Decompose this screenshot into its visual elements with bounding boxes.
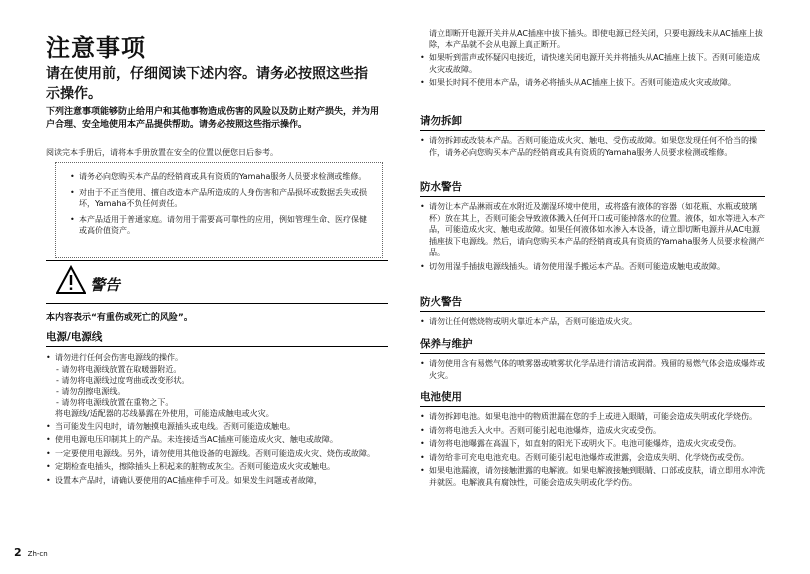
list-item: • 请勿给非可充电电池充电。否则可能引起电池爆炸或泄露，会造成失明、化学烧伤或受伤。 <box>420 452 765 464</box>
notice-item: • 本产品适用于普通家庭。请勿用于需要高可靠性的应用，例如管理生命、医疗保健或高价值资产。 <box>70 214 372 237</box>
section-battery <box>420 389 765 490</box>
warning-triangle-icon <box>56 265 86 295</box>
section-power <box>46 329 388 488</box>
section-power-continued <box>420 28 765 91</box>
section-heading: 请勿拆卸 <box>420 113 765 131</box>
page-footer <box>14 546 48 559</box>
intro-bold: 下列注意事项能够防止给用户和其他事物造成伤害的风险以及防止财产损失，并为用户合理、安全地使用本产品提供帮助。请务必按照这些指示操作。 <box>46 107 380 130</box>
list-item: • 请勿进行任何会伤害电源线的操作。 <box>46 352 388 364</box>
sub-item: - 请勿刮擦电源线。 <box>56 386 126 396</box>
list-item: • 请勿让任何燃烧物或明火靠近本产品，否则可能造成火灾。 <box>420 316 765 328</box>
page-title: 注意事项 <box>46 34 146 62</box>
page-number: 2 <box>14 546 22 559</box>
warning-note: 本内容表示“有重伤或死亡的风险”。 <box>46 313 193 323</box>
list-item: • 使用电源电压印制其上的产品。未连接适当AC插座可能造成火灾、触电或故障。 <box>46 434 388 446</box>
warning-banner <box>46 260 388 304</box>
section-heading: 防水警告 <box>420 179 765 197</box>
list-item: • 定期检查电插头，擦除插头上积起来的脏物或灰尘。否则可能造成火灾或触电。 <box>46 461 388 473</box>
page-subtitle: 请在使用前，仔细阅读下述内容。请务必按照这些指示操作。 <box>46 66 368 102</box>
section-water <box>420 179 765 274</box>
section-maintenance <box>420 336 765 383</box>
list-item: • 如果听到雷声或怀疑闪电接近，请快速关闭电源开关并将插头从AC插座上拔下。否则可能造成火灾或故障。 <box>420 52 765 75</box>
section-heading: 电池使用 <box>420 389 765 407</box>
language-code: Zh-cn <box>27 550 48 558</box>
list-item: • 请勿拆卸电池。如果电池中的物质泄漏在您的手上或进入眼睛，可能会造成失明或化学烧伤。 <box>420 411 765 423</box>
list-item: • 设置本产品时，请确认要使用的AC插座伸手可及。如果发生问题或者故障， <box>46 475 388 487</box>
sub-item: - 请勿将电源线放置在取暖器附近。 <box>56 364 182 374</box>
sub-item-tail: 将电源线/适配器的芯线暴露在外使用，可能造成触电或火灾。 <box>55 408 274 418</box>
sub-item: - 请勿将电源线放置在重物之下。 <box>56 397 174 407</box>
section-fire <box>420 294 765 330</box>
section-heading: 保养与维护 <box>420 336 765 354</box>
intro-text: 阅读完本手册后，请将本手册放置在安全的位置以便您日后参考。 <box>46 148 278 157</box>
continued-text: 请立即断开电源开关并从AC插座中拔下插头。即使电源已经关闭，只要电源线未从AC插座上拔除，本产品就不会从电源上真正断开。 <box>429 29 763 49</box>
warning-label: 警告 <box>90 276 121 294</box>
list-item: • 一定要使用电源线。另外，请勿使用其他设备的电源线。否则可能造成火灾、烧伤或故障。 <box>46 448 388 460</box>
list-item: • 如果长时间不使用本产品，请务必将插头从AC插座上拔下。否则可能造成火灾或故障。 <box>420 77 765 89</box>
list-item: • 请勿让本产品淋雨或在水附近及潮湿环境中使用，或将盛有液体的容器（如花瓶、水瓶或玻璃杯）放在其上，否则可能会导致液体溅入任何开口或可能掉落水的位置。液体，如水等进入本产品，可能造成火灾、触电或故障。如果任何液体如水渗入本设备，请立即切断电源并从AC电源插座拔下电源线。然后，请向您购买本产品的经销商或具有资质的Yamaha服务人员要求检测产品。 <box>420 201 765 259</box>
list-item: • 请勿将电池曝露在高温下，如直射的阳光下或明火下。电池可能爆炸，造成火灾或受伤。 <box>420 438 765 450</box>
notice-box <box>55 162 383 258</box>
sub-item: - 请勿将电源线过度弯曲或改变形状。 <box>56 375 190 385</box>
section-heading: 电源/电源线 <box>46 329 388 347</box>
notice-item: • 请务必向您购买本产品的经销商或具有资质的Yamaha服务人员要求检测或维修。 <box>70 171 372 183</box>
section-no-disassemble <box>420 113 765 160</box>
list-item: • 请勿将电池丢入火中。否则可能引起电池爆炸，造成火灾或受伤。 <box>420 425 765 437</box>
list-item: • 当可能发生闪电时，请勿触摸电源插头或电线。否则可能造成触电。 <box>46 421 388 433</box>
list-item: • 请勿拆卸或改装本产品。否则可能造成火灾、触电、受伤或故障。如果您发现任何不恰当的操作，请务必向您购买本产品的经销商或具有资质的Yamaha服务人员要求检测或维修。 <box>420 135 765 158</box>
list-item: • 如果电池漏液，请勿接触泄露的电解液。如果电解液接触到眼睛、口部或皮肤，请立即用水冲洗并就医。电解液具有腐蚀性，可能会造成失明或化学灼伤。 <box>420 465 765 488</box>
notice-item: • 对由于不正当使用、擅自改造本产品所造成的人身伤害和产品损坏或数据丢失或损坏，Yamaha不负任何责任。 <box>70 187 372 210</box>
section-heading: 防火警告 <box>420 294 765 312</box>
list-item: • 切勿用湿手插拔电源线插头。请勿使用湿手搬运本产品。否则可能造成触电或故障。 <box>420 261 765 273</box>
list-item: • 请勿使用含有易燃气体的喷雾器或喷雾状化学品进行清洁或润滑。残留的易燃气体会造成爆炸或火灾。 <box>420 358 765 381</box>
